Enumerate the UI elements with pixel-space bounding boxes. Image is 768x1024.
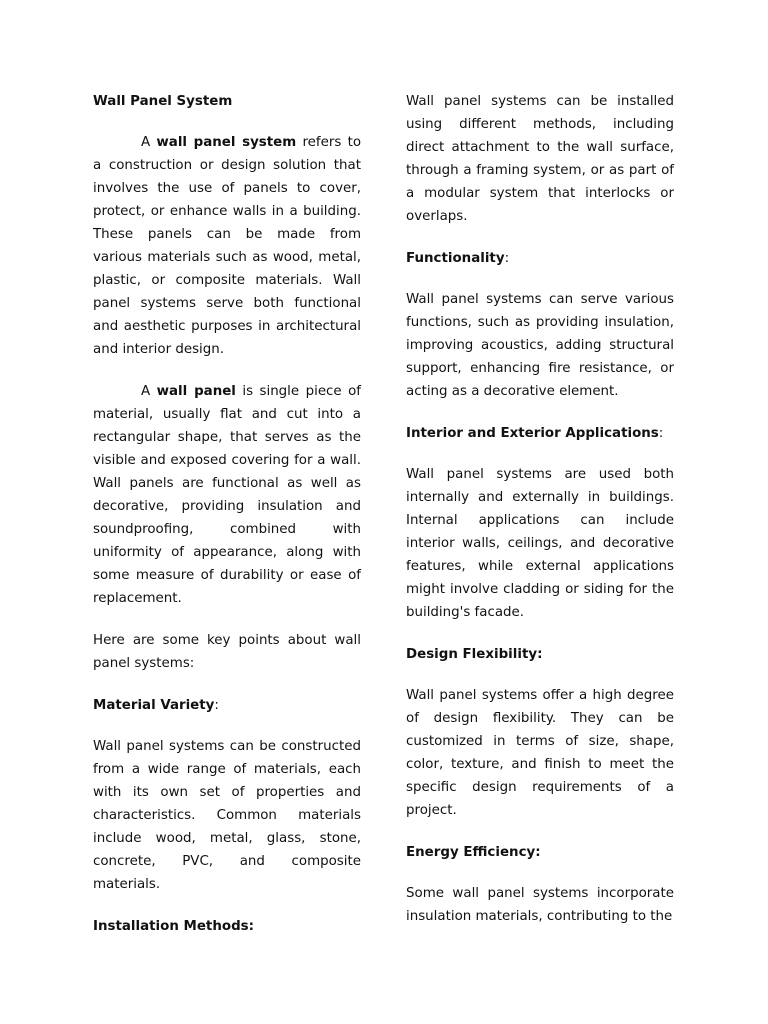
intro-p1-body: refers to a construction or design solution that involves the use of panels to cover, protect, or enhance walls in a building. These panels can be made from various materials such as wood, metal, plastic, or composite materials. Wall panel systems serve both functional and aesthetic purposes in architectural and interior design.: [93, 135, 362, 357]
functionality-body: Wall panel systems can serve various functions, such as providing insulation, improving acoustics, adding structural support, enhancing fire resistance, or acting as a decorative element.: [406, 292, 674, 399]
functionality-heading-text: Functionality: [406, 251, 505, 266]
energy-efficiency-body: Some wall panel systems incorporate insulation materials, contributing to the: [406, 886, 674, 924]
interior-exterior-heading: [406, 422, 674, 445]
material-variety-body: Wall panel systems can be constructed from a wide range of materials, each with its own set of properties and characteristics. Common materials include wood, metal, glass, stone, concrete, PVC, and composite materials.: [93, 739, 361, 892]
document-title-text: Wall Panel System: [93, 94, 233, 109]
interior-exterior-body: Wall panel systems are used both internally and externally in buildings. Internal applications can include interior walls, ceilings, and decorative features, while external applications might involve cladding or siding for the building's facade.: [406, 467, 674, 620]
design-flexibility-body: Wall panel systems offer a high degree of design flexibility. They can be customized in terms of size, shape, color, texture, and finish to meet the specific design requirements of a project.: [406, 688, 674, 818]
intro-p1-bold-term: wall panel system: [156, 135, 297, 150]
left-column: [93, 90, 361, 956]
right-column: [406, 90, 674, 947]
installation-methods-heading-text: Installation Methods:: [93, 919, 254, 934]
intro-p2-body: is single piece of material, usually flat and cut into a rectangular shape, that serves as the visible and exposed covering for a wall. Wall panels are functional as well as decorative, providing insulation and soundproofing, combined with uniformity of appearance, along with some measure of durability or ease of replacement.: [93, 384, 362, 606]
installation-methods-heading: [93, 915, 361, 938]
functionality-colon: :: [504, 251, 510, 266]
design-flexibility-heading-text: Design Flexibility:: [406, 647, 543, 662]
intro-paragraph-3: Here are some key points about wall panel systems:: [93, 633, 361, 671]
installation-methods-body: Wall panel systems can be installed using different methods, including direct attachment to the wall surface, through a framing system, or as part of a modular system that interlocks or overlaps.: [406, 94, 674, 224]
material-variety-heading-text: Material Variety: [93, 698, 215, 713]
intro-p2-bold-term: wall panel: [156, 384, 236, 399]
interior-exterior-colon: :: [658, 426, 664, 441]
design-flexibility-heading: [406, 643, 674, 666]
intro-paragraph-2: [93, 380, 361, 610]
interior-exterior-heading-text: Interior and Exterior Applications: [406, 426, 659, 441]
intro-paragraph-1: [93, 131, 361, 361]
intro-p1-prefix: A: [141, 135, 157, 150]
functionality-heading: [406, 247, 674, 270]
energy-efficiency-heading-text: Energy Efficiency:: [406, 845, 541, 860]
document-title: [93, 90, 361, 113]
energy-efficiency-heading: [406, 841, 674, 864]
intro-p2-prefix: A: [141, 384, 157, 399]
material-variety-heading: [93, 694, 361, 717]
material-variety-colon: :: [214, 698, 219, 713]
